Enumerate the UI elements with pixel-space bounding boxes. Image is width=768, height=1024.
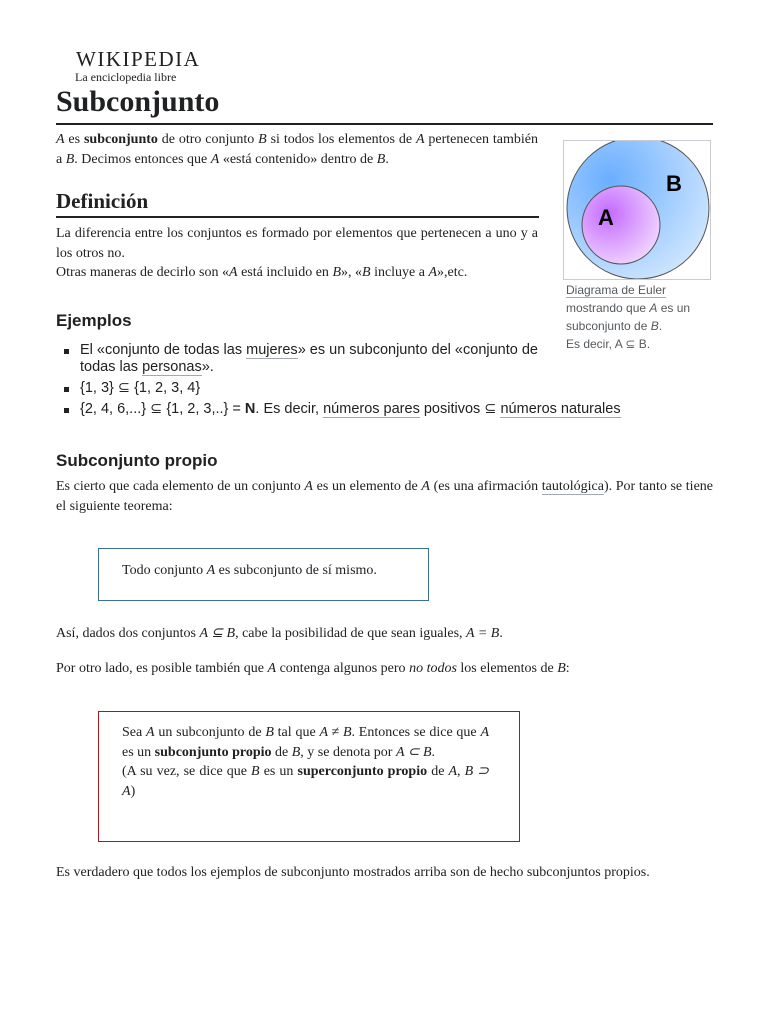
label-a: A xyxy=(598,205,614,230)
text: » es un subconjunto del «conjunto de todas las xyxy=(80,342,538,375)
text: Así, dados dos conjuntos xyxy=(56,626,200,641)
text: contenga algunos pero xyxy=(276,661,410,676)
link-numeros-pares[interactable]: números pares xyxy=(323,401,420,417)
euler-diagram-image xyxy=(564,141,710,279)
text: »,etc. xyxy=(437,265,468,280)
var-a: A xyxy=(448,764,458,779)
definition-text xyxy=(122,723,489,801)
bold-term: superconjunto propio xyxy=(297,764,428,779)
text: , xyxy=(457,764,465,779)
text: (A su vez, se dice que xyxy=(122,764,252,779)
expr: B ⊃ A xyxy=(122,764,489,799)
text: pertenecen también a xyxy=(56,132,538,167)
text: es un subconjunto de xyxy=(566,301,691,333)
definicion-paragraph: La diferencia entre los conjuntos es formado por elementos que pertenecen a uno y a los otros no. xyxy=(56,226,538,261)
var-b: B xyxy=(265,725,274,740)
heading-definicion: Definición xyxy=(56,189,149,213)
caption-line2: Es decir, A ⊆ B. xyxy=(566,337,651,351)
text: . Decimos entonces que xyxy=(74,152,211,167)
text: está incluido en xyxy=(237,265,333,280)
text: Es cierto que cada elemento de un conjunto xyxy=(56,479,305,494)
text: es un elemento de xyxy=(312,479,422,494)
text: de xyxy=(271,744,292,760)
text: es subconjunto de sí mismo. xyxy=(215,563,377,578)
definicion-paragraph-2 xyxy=(56,263,538,283)
var-b: B xyxy=(376,152,386,167)
var-b: B xyxy=(258,132,267,147)
subconjunto-propio-paragraph xyxy=(56,477,713,517)
bold-term: subconjunto xyxy=(83,132,158,147)
text: un subconjunto de xyxy=(154,725,266,740)
bullet-icon xyxy=(64,408,69,413)
var-a: A xyxy=(428,265,438,280)
naturals-symbol: N xyxy=(244,401,256,417)
text: incluye a xyxy=(370,265,429,280)
otro-lado-paragraph xyxy=(56,659,713,679)
caption-link-euler[interactable]: Diagrama de Euler xyxy=(566,283,667,297)
intro-paragraph xyxy=(56,130,538,170)
list-item xyxy=(62,401,621,418)
var-b: B xyxy=(557,661,566,676)
text: es un xyxy=(122,744,155,760)
var-b: B xyxy=(291,744,301,760)
link-numeros-naturales[interactable]: números naturales xyxy=(500,401,621,417)
ejemplos-list xyxy=(62,342,621,422)
text: «está contenido» dentro de xyxy=(219,152,377,167)
text: mostrando que xyxy=(566,301,650,315)
text: {2, 4, 6,...} ⊆ {1, 2, 3,..} = xyxy=(80,401,245,417)
text: (es una afirmación xyxy=(429,479,542,494)
emphasis: no todos xyxy=(409,661,457,676)
var-b: B xyxy=(332,265,341,280)
text: de xyxy=(427,764,449,779)
link-mujeres[interactable]: mujeres xyxy=(246,342,298,358)
label-b: B xyxy=(666,171,682,196)
text: si todos los elementos de xyxy=(266,132,416,147)
expr: A ⊂ B xyxy=(395,744,432,760)
list-item xyxy=(62,342,538,376)
text: ). Por tanto se tiene el siguiente teorema: xyxy=(56,479,713,514)
text: . xyxy=(658,319,663,333)
title-divider xyxy=(56,123,713,125)
text: », « xyxy=(341,265,362,280)
var-a: A xyxy=(206,563,216,578)
var-a: A xyxy=(229,265,238,280)
text: . Es decir, xyxy=(255,401,324,417)
var-a: A xyxy=(480,725,489,740)
var-a: A xyxy=(304,479,313,494)
expr: A ≠ B xyxy=(319,725,352,740)
text: . Entonces se dice que xyxy=(351,725,481,740)
var-a: A xyxy=(56,132,65,147)
var-a: A xyxy=(267,661,277,676)
euler-diagram-figure[interactable] xyxy=(563,140,711,280)
heading-ejemplos: Ejemplos xyxy=(56,311,132,330)
logo-wordmark: WIKIPEDIA xyxy=(76,47,201,71)
text: los elementos de xyxy=(456,661,558,676)
text: . xyxy=(431,744,436,760)
bullet-icon xyxy=(64,387,69,392)
var-a: A xyxy=(421,479,430,494)
var-b: B xyxy=(251,764,260,779)
list-item xyxy=(62,380,538,397)
final-paragraph: Es verdadero que todos los ejemplos de subconjunto mostrados arriba son de hecho subconjuntos propios. xyxy=(56,865,650,880)
bold-term: subconjunto propio xyxy=(154,744,272,760)
text: ». xyxy=(201,359,214,375)
text: Otras maneras de decirlo son « xyxy=(56,265,229,280)
text: {1, 3} ⊆ {1, 2, 3, 4} xyxy=(80,380,201,396)
var-a: A xyxy=(415,132,425,147)
link-tautologica[interactable]: tautológica xyxy=(541,479,604,494)
page-title: Subconjunto xyxy=(56,85,220,118)
text: . xyxy=(499,626,503,641)
text: El «conjunto de todas las xyxy=(80,342,247,358)
var-a: A xyxy=(146,725,155,740)
text: es xyxy=(64,132,84,147)
var-a: A xyxy=(210,152,220,167)
set-a-circle xyxy=(582,186,660,264)
text: ) xyxy=(130,783,136,799)
heading-subconjunto-propio: Subconjunto propio xyxy=(56,451,218,470)
text: tal que xyxy=(273,725,320,740)
bullet-icon xyxy=(64,349,69,354)
var-b: B xyxy=(362,265,371,280)
text: : xyxy=(565,661,570,676)
text: positivos ⊆ xyxy=(419,401,501,417)
text: de otro conjunto xyxy=(157,132,259,147)
theorem-text xyxy=(122,561,377,581)
logo-tagline: La enciclopedia libre xyxy=(75,70,177,84)
asi-paragraph xyxy=(56,624,713,644)
expr: A = B xyxy=(466,626,500,641)
wikipedia-logo[interactable] xyxy=(76,48,216,84)
text: Por otro lado, es posible también que xyxy=(56,661,268,676)
var-b: B xyxy=(65,152,75,167)
text: es un xyxy=(259,764,298,779)
var-b: B xyxy=(650,319,659,333)
expr: A ⊆ B xyxy=(199,626,236,641)
text: Sea xyxy=(122,725,146,740)
figure-caption xyxy=(566,281,712,353)
var-a: A xyxy=(649,301,658,315)
text: Todo conjunto xyxy=(122,563,207,578)
text: , y se denota por xyxy=(300,744,396,760)
text: , cabe la posibilidad de que sean iguales, xyxy=(235,626,467,641)
text: . xyxy=(385,152,389,167)
heading-divider xyxy=(56,216,539,218)
link-personas[interactable]: personas xyxy=(142,359,202,375)
